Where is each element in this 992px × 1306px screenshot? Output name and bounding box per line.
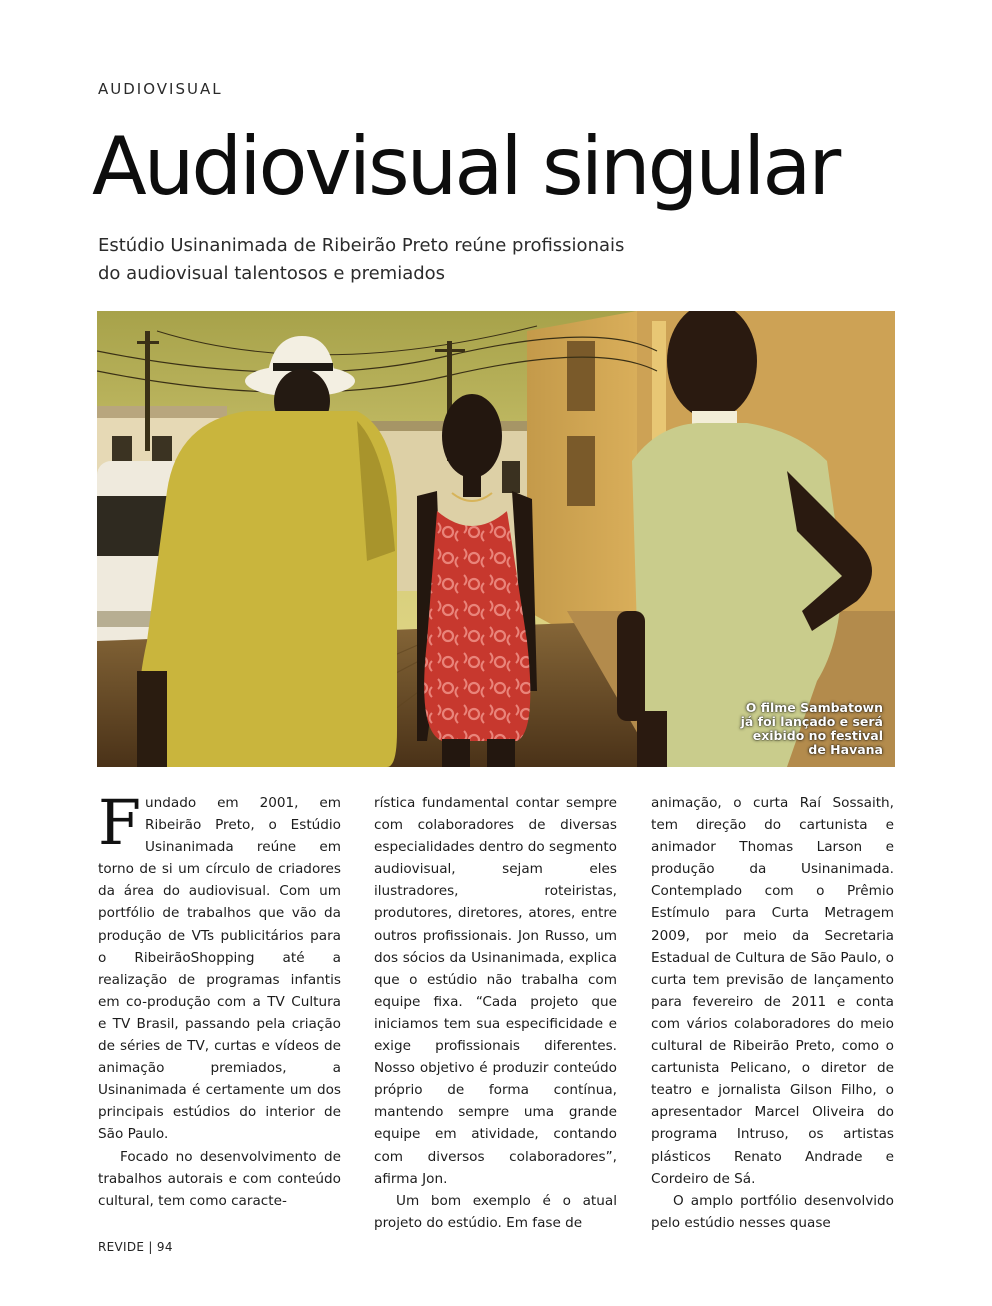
- article-paragraph: Um bom exemplo é o atual projeto do estúdio. Em fase de: [374, 1192, 617, 1231]
- page-number: 94: [156, 1240, 173, 1254]
- article-text: undado em 2001, em Ribeirão Preto, o Estúdio Usinanimada reúne em torno de si um círculo de criadores da área do audiovisual. Com um portfólio de trabalhos que vão da produção de VTs publicitários para o RibeirãoShopping até a realização de programas infantis em co-produção com a TV Cultura e TV Brasil, passando pela criação de séries de TV, curtas e vídeos de animação premiados, a Usinanimada é certamente um dos principais estúdios do interior de São Paulo.: [98, 795, 341, 1143]
- article-paragraph: O amplo portfólio desenvolvido pelo estúdio nesses quase: [651, 1192, 894, 1231]
- caption-line-2: já foi lançado e será: [740, 714, 883, 729]
- article-paragraph: [98, 786, 341, 1146]
- subheadline-line-2: do audiovisual talentosos e premiados: [98, 263, 446, 284]
- page-footer: [98, 1240, 173, 1254]
- caption-line-3: exibido no festival: [752, 728, 883, 743]
- street-scene-artwork: [97, 311, 895, 767]
- sambatown-illustration: [97, 311, 895, 767]
- article-paragraph: Focado no desenvolvimento de trabalhos autorais e com conteúdo cultural, tem como caracte-: [98, 1148, 341, 1209]
- subheadline-line-1: Estúdio Usinanimada de Ribeirão Preto reúne profissionais: [98, 235, 625, 256]
- article-body: [98, 786, 896, 1231]
- subheadline: [98, 232, 718, 288]
- article-column-1: [98, 786, 341, 1212]
- section-label: AUDIOVISUAL: [98, 80, 223, 98]
- drop-cap: F: [98, 786, 142, 859]
- headline: Audiovisual singular: [92, 120, 839, 213]
- photo-caption: [741, 701, 883, 757]
- article-paragraph: animação, o curta Raí Sossaith, tem direção do cartunista e animador Thomas Larson e produção da Usinanimada. Contemplado com o Prêmio Estímulo para Curta Metragem 2009, por meio da Secretaria Estadual de Cultura de São Paulo, o curta tem previsão de lançamento para fevereiro de 2011 e conta com vários colaboradores do meio cultural de Ribeirão Preto, como o cartunista Pelicano, o diretor de teatro e jornalista Gilson Filho, o apresentador Marcel Oliveira do programa Intruso, os artistas plásticos Renato Andrade e Cordeiro de Sá.: [651, 795, 894, 1187]
- footer-separator: |: [148, 1240, 153, 1254]
- magazine-name: REVIDE: [98, 1240, 145, 1254]
- caption-line-4: de Havana: [808, 742, 883, 757]
- article-column-3: [651, 792, 894, 1234]
- article-paragraph: rística fundamental contar sempre com colaboradores de diversas especialidades dentro do segmento audiovisual, sejam eles ilustradores, roteiristas, produtores, diretores, atores, entre outros profissionais. Jon Russo, um dos sócios da Usinanimada, explica que o estúdio não trabalha com equipe fixa. “Cada projeto que iniciamos tem sua especificidade e exige profissionais diferentes. Nosso objetivo é produzir conteúdo próprio de forma contínua, mantendo sempre uma grande equipe em atividade, contando com diversos colaboradores”, afirma Jon.: [374, 795, 618, 1187]
- caption-line-1: O filme Sambatown: [745, 700, 883, 715]
- article-column-2: [374, 792, 617, 1234]
